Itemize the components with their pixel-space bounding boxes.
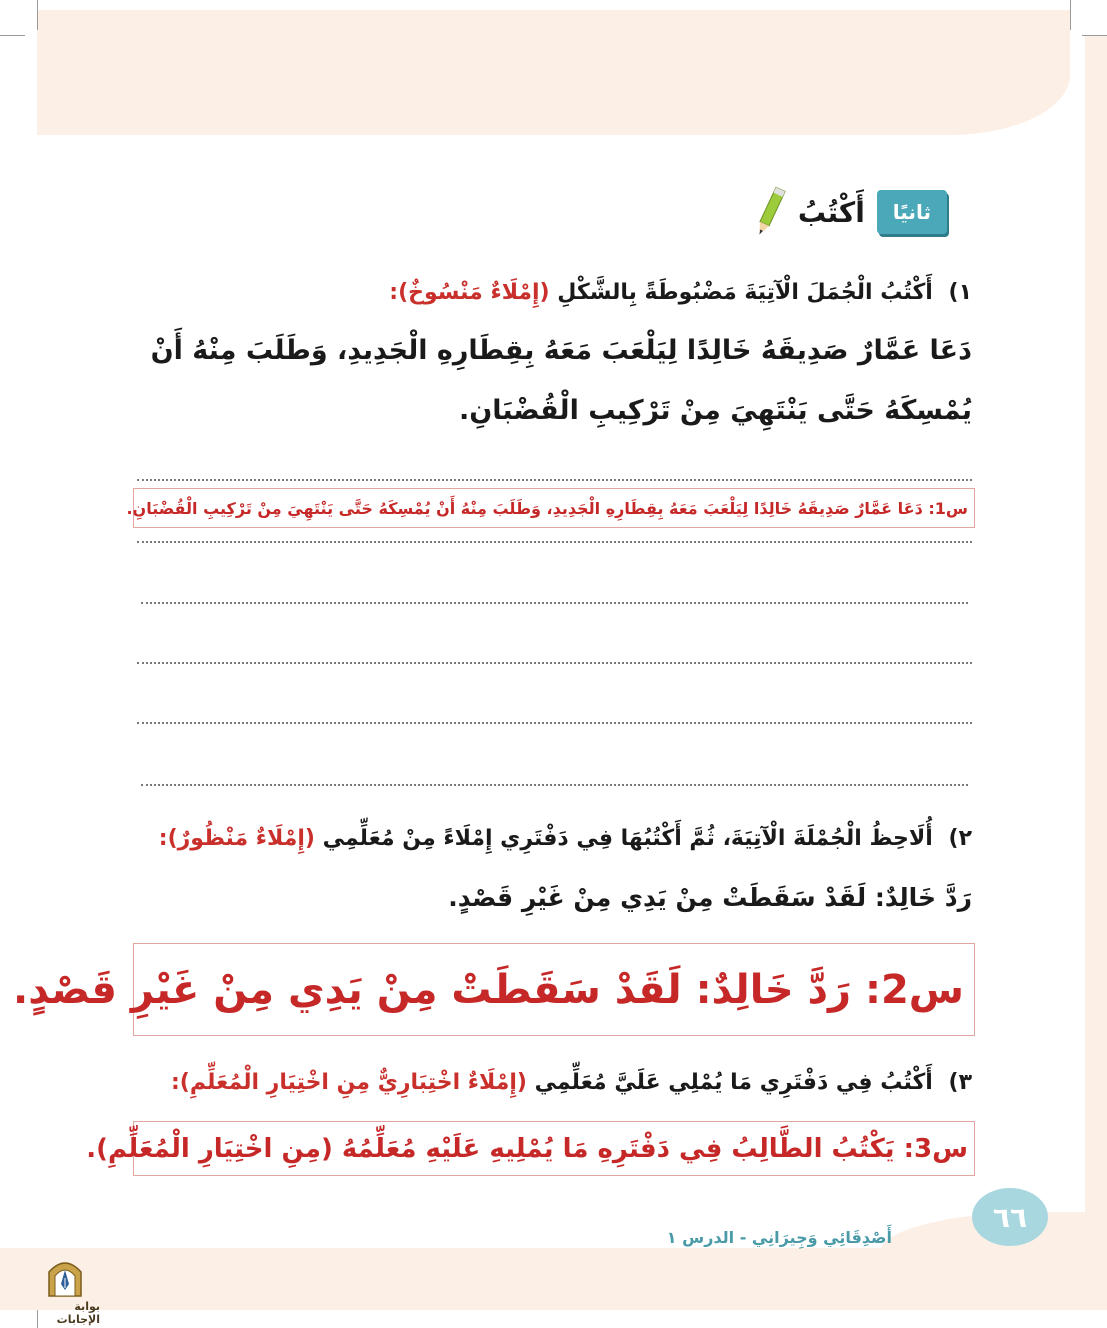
mosque-pen-logo-icon bbox=[45, 1256, 85, 1298]
question-number: ٣) bbox=[948, 1070, 972, 1095]
writing-line bbox=[137, 662, 972, 664]
dictation-type-tag: (إِمْلَاءٌ مَنْظُورٌ): bbox=[158, 826, 315, 851]
question-1-text-line-1: دَعَا عَمَّارٌ صَدِيقَهُ خَالِدًا لِيَلْعَبَ مَعَهُ بِقِطَارِهِ الْجَدِيدِ، وَطَلَبَ مِنْهُ أَنْ bbox=[150, 335, 972, 366]
section-badge: ثانيًا bbox=[877, 190, 947, 234]
question-2-text: رَدَّ خَالِدٌ: لَقَدْ سَقَطَتْ مِنْ يَدِي مِنْ غَيْرِ قَصْدٍ. bbox=[448, 883, 972, 912]
section-heading bbox=[754, 185, 947, 239]
dictation-type-tag: (إِمْلَاءٌ اخْتِبَارِيٌّ مِنِ اخْتِيَارِ الْمُعَلِّمِ): bbox=[170, 1070, 527, 1095]
question-2-instruction bbox=[159, 826, 972, 851]
lesson-label: أَصْدِقَائِي وَجِيرَانِي - الدرس ١ bbox=[666, 1228, 892, 1247]
question-1-text-line-2: يُمْسِكَهُ حَتَّى يَنْتَهِيَ مِنْ تَرْكِيبِ الْقُضْبَانِ. bbox=[458, 395, 972, 426]
footer-band bbox=[0, 1248, 1107, 1310]
section-title: أَكْتُبُ bbox=[797, 195, 865, 229]
crop-mark bbox=[1070, 0, 1071, 30]
instruction-text: أُلَاحِظُ الْجُمْلَةَ الْآتِيَةَ، ثُمَّ أَكْتُبُهَا فِي دَفْتَرِي إِمْلَاءً مِنْ مُعَلِّمِي bbox=[322, 826, 933, 851]
writing-line bbox=[137, 722, 972, 724]
writing-line bbox=[141, 602, 968, 604]
site-logo bbox=[30, 1256, 100, 1326]
writing-line bbox=[137, 479, 972, 481]
answer-box-3: س3: يَكْتُبُ الطَّالِبُ فِي دَفْتَرِهِ مَا يُمْلِيهِ عَلَيْهِ مُعَلِّمُهُ (مِنِ اخْتِيَارِ الْمُعَلِّمِ). bbox=[133, 1121, 975, 1176]
question-number: ١) bbox=[948, 280, 972, 305]
instruction-text: أَكْتُبُ الْجُمَلَ الْآتِيَةَ مَضْبُوطَةً بِالشَّكْلِ bbox=[557, 280, 933, 305]
instruction-text: أَكْتُبُ فِي دَفْتَرِي مَا يُمْلِي عَلَيَّ مُعَلِّمِي bbox=[534, 1070, 933, 1095]
crop-mark bbox=[0, 35, 25, 36]
question-3-instruction bbox=[171, 1070, 972, 1095]
answer-box-2: س2: رَدَّ خَالِدٌ: لَقَدْ سَقَطَتْ مِنْ يَدِي مِنْ غَيْرِ قَصْدٍ. bbox=[133, 943, 975, 1036]
writing-line bbox=[141, 784, 968, 786]
crop-mark bbox=[1082, 35, 1107, 36]
top-header-band bbox=[37, 10, 1070, 135]
page-number: ٦٦ bbox=[972, 1188, 1048, 1246]
pencil-icon bbox=[754, 185, 786, 239]
dictation-type-tag: (إِمْلَاءٌ مَنْسُوخٌ): bbox=[389, 280, 550, 305]
writing-line bbox=[137, 541, 972, 543]
question-number: ٢) bbox=[948, 826, 972, 851]
logo-label: بوابة الإجابات bbox=[56, 1300, 100, 1326]
right-margin-band bbox=[1085, 35, 1107, 1275]
question-1-instruction bbox=[389, 280, 972, 305]
answer-box-1: س1: دَعَا عَمَّارٌ صَدِيقَهُ خَالِدًا لِيَلْعَبَ مَعَهُ بِقِطَارِهِ الْجَدِيدِ، وَطَلَبَ مِنْهُ أَنْ يُمْسِكَهُ حَتَّى يَنْتَهِيَ مِنْ تَرْكِيبِ الْقُضْبَانِ. bbox=[133, 488, 975, 528]
crop-mark bbox=[37, 0, 38, 30]
